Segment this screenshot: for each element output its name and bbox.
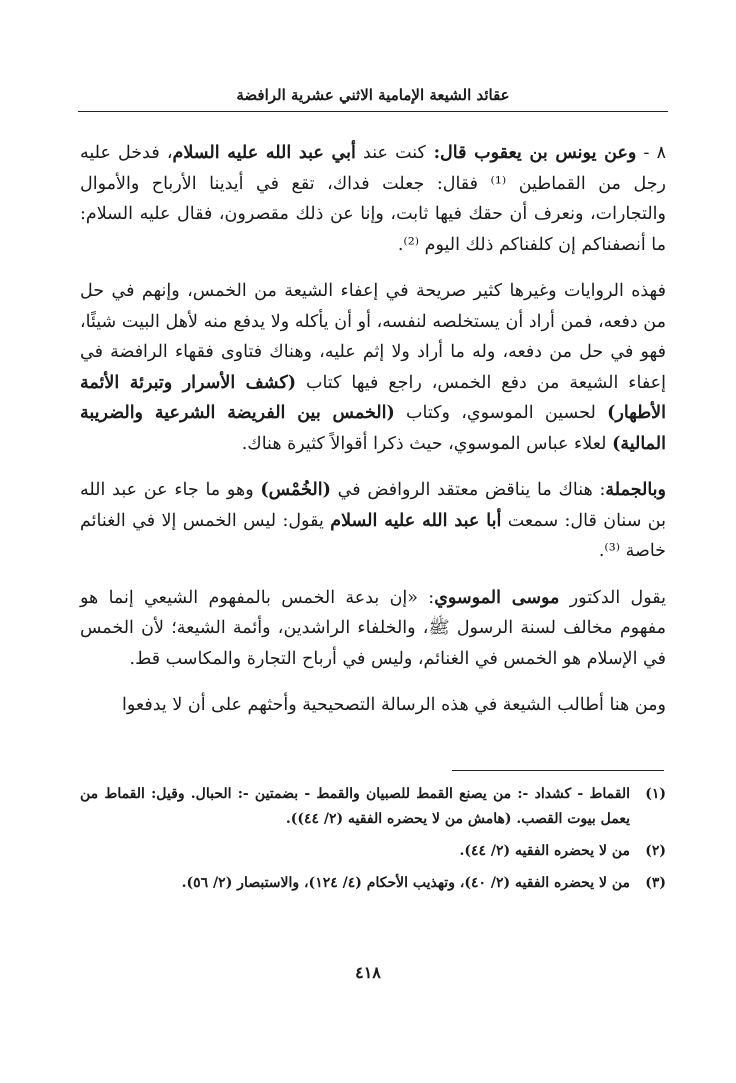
footnote-number: (٣) bbox=[645, 875, 666, 891]
spacer bbox=[80, 674, 666, 690]
footnote-ref-3[interactable]: ⁽³⁾ bbox=[604, 541, 626, 561]
lead-word: وبالجملة bbox=[605, 480, 666, 500]
spacer bbox=[80, 567, 666, 583]
paragraph-summary: وبالجملة: هناك ما يناقض معتقد الروافض في (الخُمْس) وهو ما جاء عن عبد الله بن سنان قال: سمعت أبا عبد الله عليه السلام يقول: ليس الخمس إلا في الغنائم خاصة ⁽³⁾. bbox=[80, 480, 666, 561]
footnote-ref-1[interactable]: ⁽¹⁾ bbox=[478, 173, 519, 194]
narrator-name: وعن يونس بن يعقوب قال: bbox=[425, 143, 637, 163]
footnotes bbox=[80, 782, 666, 903]
imam-name: أبي عبد الله عليه السلام bbox=[172, 143, 356, 163]
page-body bbox=[80, 138, 666, 721]
khums-term: (الخُمْس) bbox=[260, 480, 331, 500]
paragraph-narration-yunus: ٨ - وعن يونس بن يعقوب قال: كنت عند أبي عبد الله عليه السلام، فدخل عليه رجل من القماطين ⁽¹⁾ فقال: جعلت فداك، تقع في أيدينا الأرباح والأموال والتجارات، ونعرف أن حقك فيها ثابت، وإنا عن ذلك مقصرون، فقال عليه السلام: ما أنصفناكم إن كلفناكم ذلك اليوم ⁽²⁾. bbox=[80, 143, 667, 255]
paragraph-closing: ومن هنا أطالب الشيعة في هذه الرسالة التصحيحية وأحثهم على أن لا يدفعوا bbox=[122, 695, 666, 715]
author-name: موسى الموسوي bbox=[434, 587, 560, 608]
imam-name: أبا عبد الله عليه السلام bbox=[330, 510, 502, 531]
footnote-text: من لا يحضره الفقيه (٢/ ٤٤). bbox=[459, 843, 630, 859]
paragraph-commentary: فهذه الروايات وغيرها كثير صريحة في إعفاء الشيعة من الخمس، وإنهم في حل من دفعه، فمن أراد أن يستخلصه لنفسه، أو أن يأكله ولا يدفع منه لأهل البيت شيئًا، فهو في حل من دفعه، وله ما أراد ولا إثم عليه، وهناك فتاوى فقهاء الرافضة في إعفاء الشيعة من دفع الخمس، راجع فيها كتاب (كشف الأسرار وتبرئة الأئمة الأطهار) لحسين الموسوي، وكتاب (الخمس بين الفريضة الشرعية والضريبة المالية) لعلاء عباس الموسوي، حيث ذكرا أقوالاً كثيرة هناك. bbox=[80, 281, 666, 454]
footnote-1 bbox=[80, 782, 666, 832]
page-number: ٤١٨ bbox=[355, 963, 381, 982]
spacer bbox=[80, 260, 666, 276]
spacer bbox=[80, 459, 666, 475]
running-header: عقائد الشيعة الإمامية الاثني عشرية الرافضة bbox=[236, 86, 510, 104]
footnote-divider bbox=[452, 770, 664, 771]
book-title-khums: (الخمس بين الفريضة الشرعية والضريبة المالية) bbox=[80, 403, 666, 454]
footnote-3 bbox=[80, 871, 666, 896]
footnote-text: القماط - كشداد -: من يصنع القمط للصبيان والقمط - بضمتين -: الحبال. وقيل: القماط من يعمل بيوت القصب. (هامش من لا يحضره الفقيه (٢/ ٤٤)). bbox=[80, 786, 630, 827]
item-number: ٨ - bbox=[636, 143, 667, 163]
footnote-text: من لا يحضره الفقيه (٢/ ٤٠)، وتهذيب الأحكام (٤/ ١٢٤)، والاستبصار (٢/ ٥٦). bbox=[181, 875, 630, 891]
footnote-2 bbox=[80, 839, 666, 864]
footnote-number: (١) bbox=[645, 786, 666, 802]
header-divider bbox=[78, 111, 668, 112]
paragraph-quote-musawi: يقول الدكتور موسى الموسوي: «إن بدعة الخمس بالمفهوم الشيعي إنما هو مفهوم مخالف لسنة الرسول ﷺ، والخلفاء الراشدين، وأئمة الشيعة؛ لأن الخمس في الإسلام هو الخمس في الغنائم، وليس في أرباح التجارة والمكاسب قط. bbox=[80, 587, 666, 669]
book-title-kashf: (كشف الأسرار وتبرئة الأئمة الأطهار) bbox=[80, 372, 666, 423]
footnote-number: (٢) bbox=[645, 843, 666, 859]
footnote-ref-2[interactable]: ⁽²⁾ bbox=[403, 234, 425, 255]
